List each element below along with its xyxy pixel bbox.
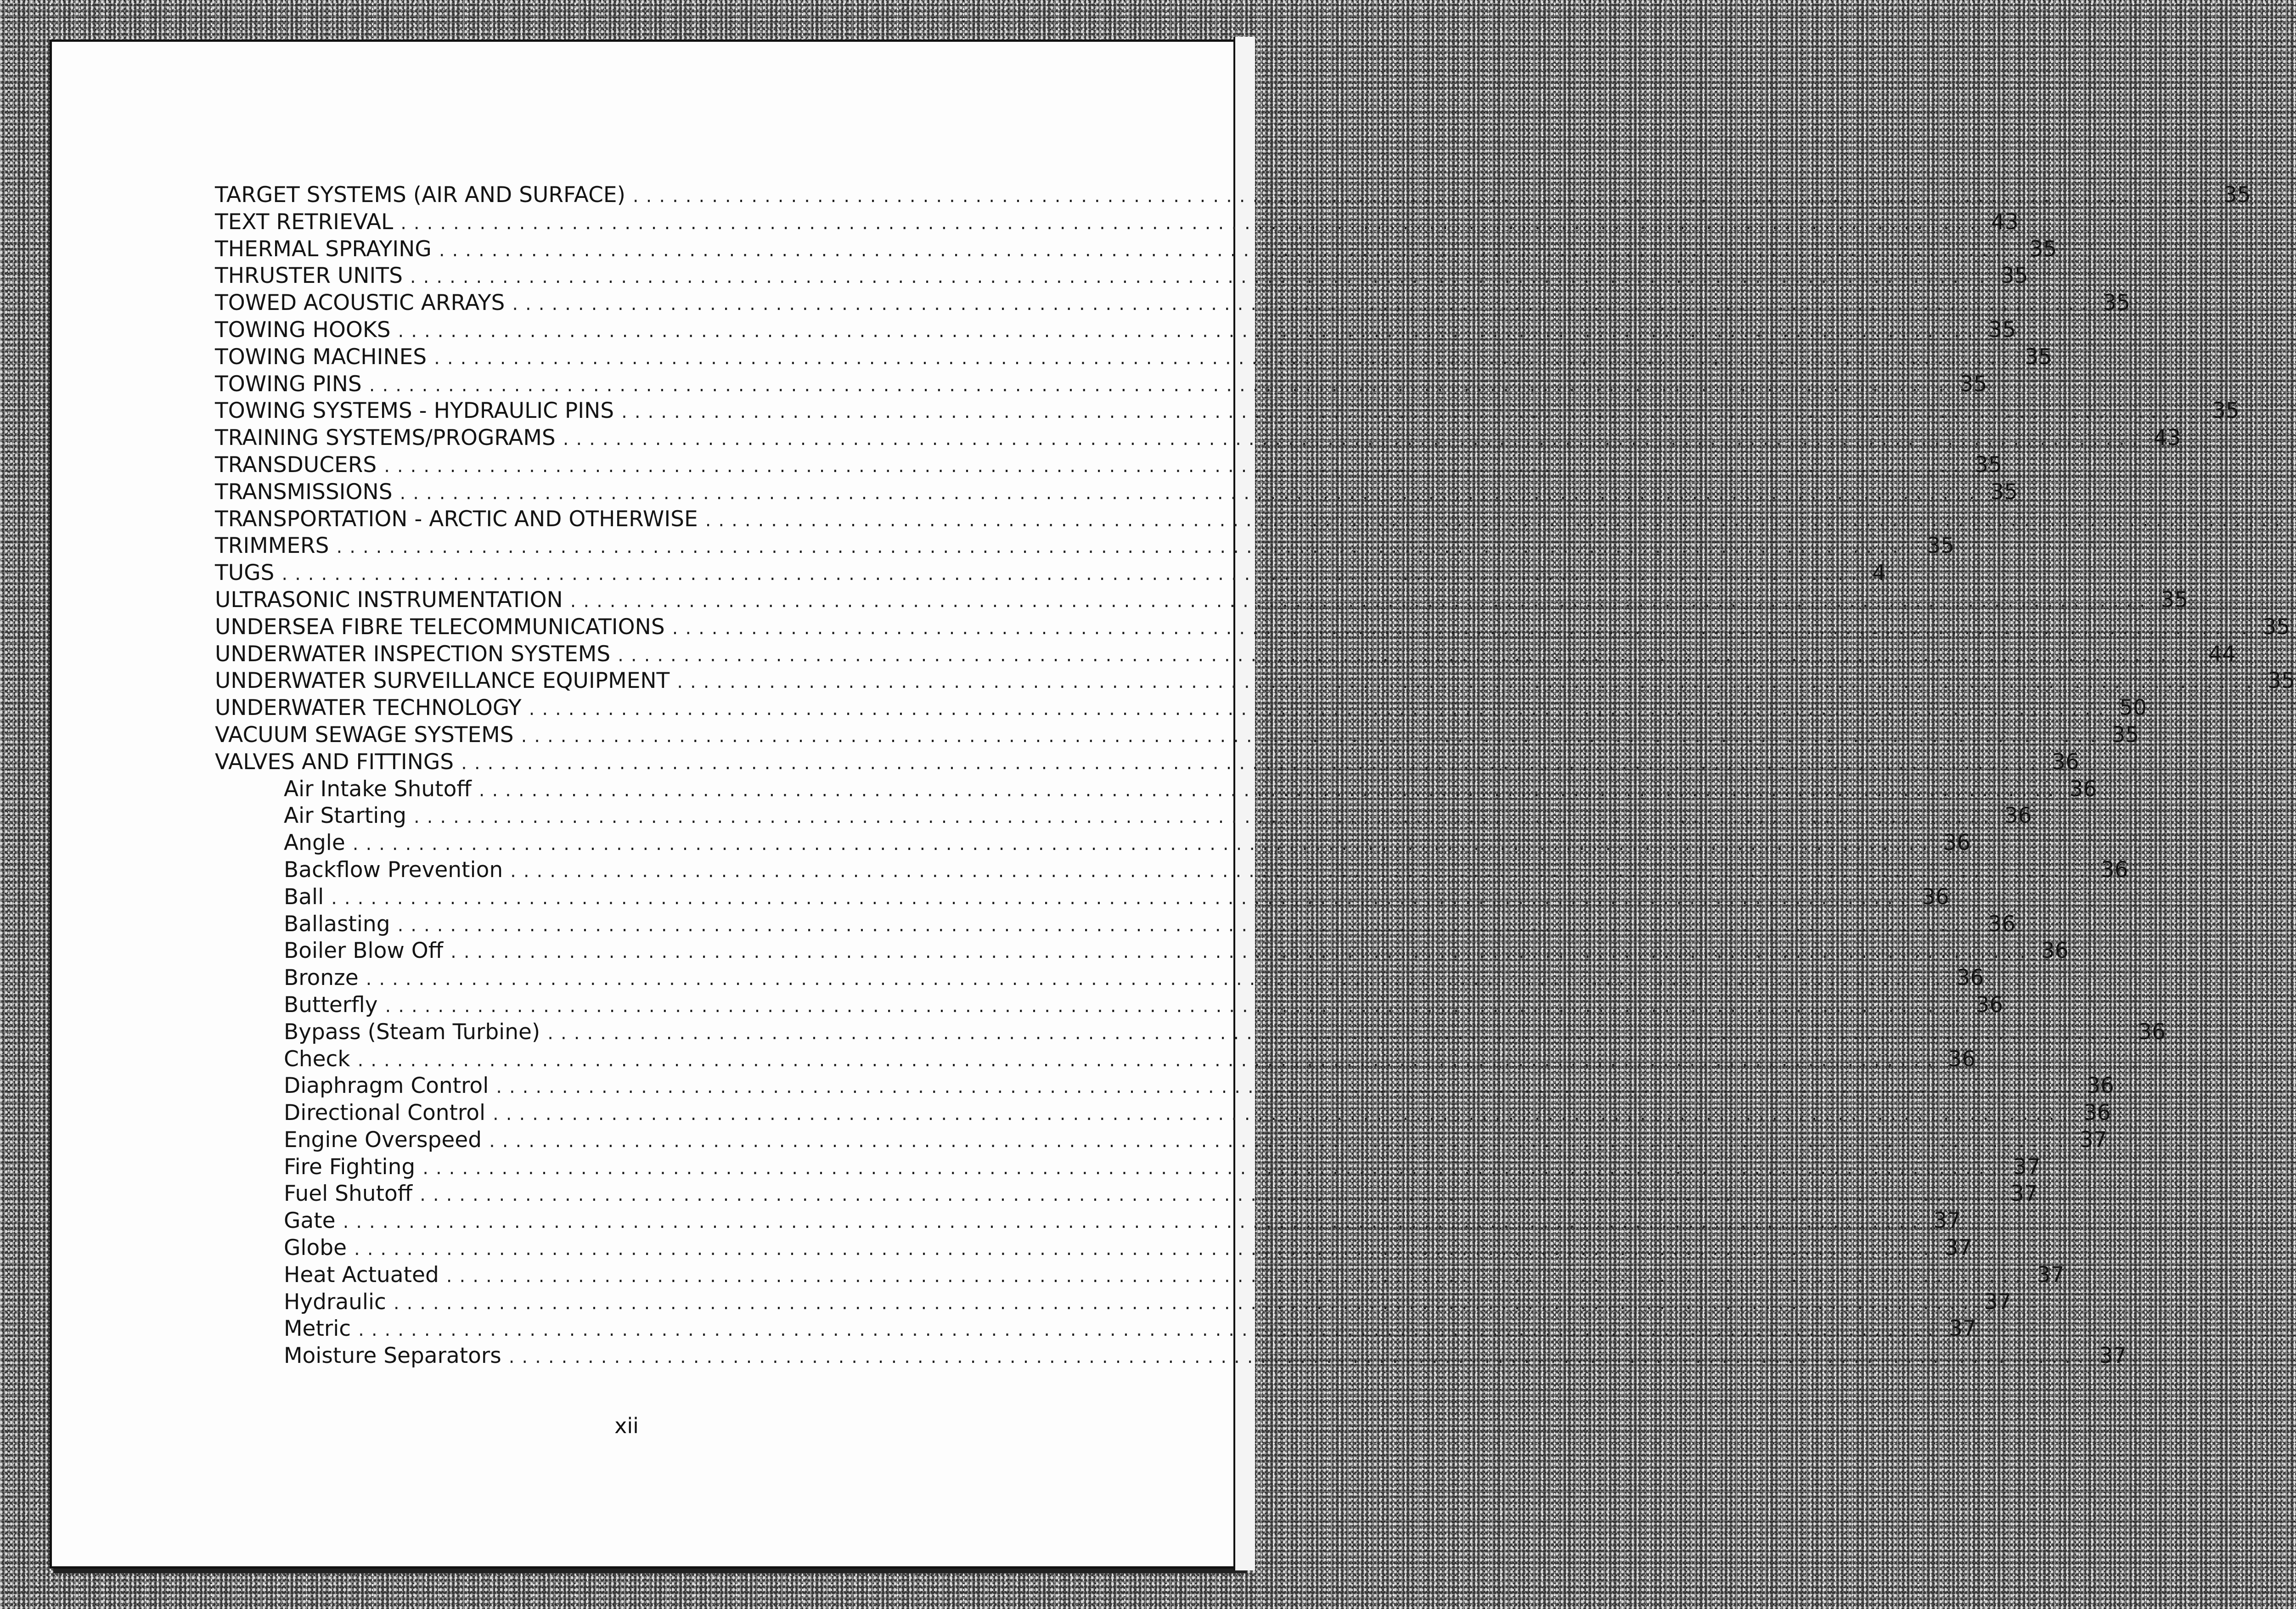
toc-entry — [215, 236, 2057, 263]
toc-entry — [215, 587, 2189, 614]
toc-entry-label: Engine Overspeed — [284, 1127, 482, 1153]
toc-entry-label: UNDERWATER INSPECTION SYSTEMS — [215, 641, 611, 667]
dot-leader: ........................................................................................................................ — [446, 1265, 2029, 1287]
toc-entry — [215, 641, 2236, 668]
toc-entry-label: TRAINING SYSTEMS/PROGRAMS — [215, 425, 556, 451]
toc-entry-label: TARGET SYSTEMS (AIR AND SURFACE) — [215, 182, 625, 208]
toc-entry-label: Globe — [284, 1235, 347, 1261]
toc-entry-label: Boiler Blow Off — [284, 938, 444, 964]
dot-leader: ........................................................................................................................ — [422, 1157, 2005, 1179]
toc-entry — [215, 614, 2290, 641]
toc-subentry — [215, 1343, 2127, 1370]
toc-entry-label: TRIMMERS — [215, 533, 329, 559]
toc-entry-page: 37 — [2013, 1154, 2041, 1180]
toc-entry-page: 35 — [2262, 614, 2290, 640]
dot-leader: ........................................................................................................................ — [450, 941, 2033, 963]
toc-subentry — [215, 1289, 2012, 1316]
dot-leader: ........................................................................................................................ — [420, 1184, 2002, 1206]
toc-entry-page: 37 — [2037, 1262, 2065, 1288]
toc-subentry — [215, 1100, 2111, 1127]
toc-entry-page: 35 — [1927, 533, 1955, 559]
toc-entry-page: 36 — [2041, 938, 2069, 964]
toc-entry — [215, 263, 2028, 290]
toc-entry-label: VALVES AND FITTINGS — [215, 749, 454, 775]
dot-leader: ........................................................................................................................ — [343, 1211, 1925, 1233]
toc-entry-page: 36 — [1921, 884, 1949, 910]
toc-entry-label: Angle — [284, 830, 345, 856]
toc-subentry — [215, 803, 2032, 830]
toc-entry-label: TOWING PINS — [215, 371, 362, 397]
dot-leader: ........................................................................................................................ — [496, 1076, 2079, 1098]
dot-leader: ........................................................................................................................ — [621, 401, 2204, 423]
dot-leader: ........................................................................................................................ — [413, 806, 1996, 828]
toc-entry — [215, 479, 2018, 506]
dot-leader: ........................................................................................................................ — [398, 320, 1981, 342]
dot-leader: ........................................................................................................................ — [369, 374, 1952, 396]
toc-entry-page: 50 — [2119, 695, 2147, 721]
toc-subentry — [215, 1046, 1976, 1073]
toc-entry-page: 37 — [1944, 1235, 1972, 1261]
dot-leader: ........................................................................................................................ — [281, 563, 1864, 585]
toc-entry-label: Butterfly — [284, 992, 378, 1018]
toc-entry-label: TRANSMISSIONS — [215, 479, 393, 505]
toc-entry-page: 35 — [2024, 344, 2052, 370]
dot-leader: ........................................................................................................................ — [439, 239, 2021, 261]
toc-entry-label: Heat Actuated — [284, 1262, 439, 1288]
table-of-contents — [215, 182, 2295, 1370]
dot-leader: ........................................................................................................................ — [352, 833, 1935, 855]
dot-leader: ........................................................................................................................ — [489, 1130, 2071, 1152]
toc-entry-page: 37 — [1948, 1316, 1976, 1342]
toc-entry-label: Bypass (Steam Turbine) — [284, 1019, 540, 1045]
toc-entry-label: Air Starting — [284, 803, 406, 829]
dot-leader: ........................................................................................................................ — [336, 536, 1919, 558]
toc-entry-label: Air Intake Shutoff — [284, 776, 472, 802]
toc-entry-label: Ball — [284, 884, 324, 910]
toc-entry-label: TEXT RETRIEVAL — [215, 209, 394, 235]
dot-leader: ........................................................................................................................ — [410, 266, 1992, 288]
toc-subentry — [215, 1235, 1972, 1262]
toc-entry-page: 36 — [2004, 803, 2032, 829]
toc-subentry — [215, 911, 2016, 938]
dot-leader: ........................................................................................................................ — [357, 1049, 1940, 1071]
dot-leader: ........................................................................................................................ — [570, 590, 2153, 612]
toc-entry — [215, 290, 2130, 317]
toc-entry — [215, 506, 2288, 533]
toc-entry-label: Bronze — [284, 965, 359, 991]
page-number: xii — [614, 1413, 639, 1438]
toc-entry — [215, 317, 2016, 344]
toc-entry-label: THRUSTER UNITS — [215, 263, 403, 289]
toc-subentry — [215, 1127, 2107, 1154]
dot-leader: ........................................................................................................................ — [508, 1346, 2091, 1368]
toc-entry-page: 35 — [1959, 371, 1987, 397]
toc-entry-page: 35 — [2268, 668, 2295, 694]
toc-entry-label: VACUUM SEWAGE SYSTEMS — [215, 722, 514, 748]
dot-leader: ........................................................................................................................ — [510, 860, 2093, 882]
toc-entry — [215, 344, 2052, 371]
dot-leader: ........................................................................................................................ — [393, 1292, 1976, 1314]
toc-entry-page: 35 — [2212, 398, 2240, 424]
toc-entry — [215, 560, 1886, 587]
toc-entry-label: TOWED ACOUSTIC ARRAYS — [215, 290, 505, 316]
toc-subentry — [215, 830, 1971, 857]
toc-entry — [215, 398, 2240, 425]
toc-entry — [215, 695, 2147, 722]
toc-subentry — [215, 857, 2128, 884]
dot-leader: ........................................................................................................................ — [672, 617, 2255, 639]
toc-entry-page: 4 — [1872, 560, 1886, 586]
toc-entry-page: 35 — [2111, 722, 2139, 748]
toc-entry-label: TRANSPORTATION - ARCTIC AND OTHERWISE — [215, 506, 698, 532]
dot-leader: ........................................................................................................................ — [618, 644, 2200, 666]
toc-subentry — [215, 1262, 2065, 1289]
toc-entry-label: THERMAL SPRAYING — [215, 236, 432, 262]
toc-entry-label: UNDERSEA FIBRE TELECOMMUNICATIONS — [215, 614, 665, 640]
toc-entry-label: ULTRASONIC INSTRUMENTATION — [215, 587, 563, 613]
toc-entry-page: 37 — [2099, 1343, 2127, 1369]
toc-entry-label: Moisture Separators — [284, 1343, 501, 1369]
toc-entry-page: 37 — [1933, 1208, 1961, 1234]
toc-entry-page: 36 — [2083, 1100, 2111, 1126]
dot-leader: ........................................................................................................................ — [461, 752, 2043, 774]
toc-subentry — [215, 1208, 1961, 1235]
toc-entry-label: Diaphragm Control — [284, 1073, 489, 1099]
toc-subentry — [215, 1154, 2041, 1181]
dot-leader: ........................................................................................................................ — [366, 968, 1948, 990]
toc-entry-label: Ballasting — [284, 911, 390, 937]
toc-entry-label: TRANSDUCERS — [215, 452, 377, 478]
toc-entry-page: 35 — [2223, 182, 2251, 208]
toc-entry-page: 36 — [2087, 1073, 2114, 1099]
toc-entry — [215, 722, 2139, 749]
toc-entry-page: 37 — [2079, 1127, 2107, 1153]
toc-entry-label: Metric — [284, 1316, 351, 1342]
toc-entry-page: 36 — [1956, 965, 1984, 991]
toc-entry-page: 36 — [1988, 911, 2016, 937]
dot-leader: ........................................................................................................................ — [563, 428, 2145, 450]
toc-subentry — [215, 1019, 2166, 1046]
dot-leader: ........................................................................................................................ — [493, 1103, 2075, 1125]
dot-leader: ........................................................................................................................ — [478, 779, 2061, 801]
toc-entry-label: Hydraulic — [284, 1289, 386, 1315]
toc-subentry — [215, 1073, 2114, 1100]
toc-entry-page: 35 — [2000, 263, 2028, 289]
dot-leader: ........................................................................................................................ — [705, 509, 2288, 531]
toc-entry-label: TOWING MACHINES — [215, 344, 427, 370]
toc-entry-page: 35 — [2029, 236, 2057, 262]
toc-entry-label: Check — [284, 1046, 350, 1072]
toc-subentry — [215, 776, 2097, 803]
toc-entry — [215, 668, 2295, 695]
toc-entry-page: 37 — [1984, 1289, 2012, 1315]
toc-entry-label: TOWING SYSTEMS - HYDRAULIC PINS — [215, 398, 614, 424]
toc-subentry — [215, 938, 2069, 965]
dot-leader: ........................................................................................................................ — [331, 887, 1913, 909]
toc-entry-page: 43 — [1991, 209, 2019, 235]
toc-entry — [215, 209, 2019, 236]
toc-entry-page: 35 — [1990, 479, 2018, 505]
toc-entry-page: 44 — [2208, 641, 2236, 667]
toc-subentry — [215, 1316, 1976, 1343]
toc-entry-label: UNDERWATER SURVEILLANCE EQUIPMENT — [215, 668, 670, 694]
dot-leader: ........................................................................................................................ — [397, 914, 1980, 936]
toc-entry-page: 43 — [2153, 425, 2181, 451]
toc-entry-page: 36 — [2069, 776, 2097, 802]
dot-leader: ........................................................................................................................ — [385, 995, 1968, 1017]
toc-entry — [215, 749, 2079, 776]
toc-subentry — [215, 965, 1984, 992]
toc-entry — [215, 533, 1955, 560]
toc-subentry — [215, 992, 2003, 1019]
toc-entry-label: TOWING HOOKS — [215, 317, 391, 343]
toc-entry-page: 36 — [2051, 749, 2079, 775]
toc-subentry — [215, 884, 1949, 911]
dot-leader: ........................................................................................................................ — [547, 1022, 2130, 1044]
dot-leader: ........................................................................................................................ — [358, 1319, 1941, 1341]
toc-entry-page: 37 — [2010, 1181, 2038, 1207]
toc-entry-label: Fire Fighting — [284, 1154, 416, 1180]
toc-entry-page: 36 — [1975, 992, 2003, 1018]
toc-entry-label: Fuel Shutoff — [284, 1181, 413, 1207]
dot-leader: ........................................................................................................................ — [529, 698, 2111, 720]
toc-entry — [215, 425, 2181, 452]
toc-entry-page: 36 — [2100, 857, 2128, 883]
toc-entry — [215, 371, 1987, 398]
dot-leader: ........................................................................................................................ — [521, 725, 2104, 747]
dot-leader: ........................................................................................................................ — [400, 482, 1982, 504]
toc-entry — [215, 452, 2002, 479]
toc-entry-page: 36 — [2138, 1019, 2166, 1045]
toc-entry-label: TUGS — [215, 560, 275, 586]
toc-entry-page: 35 — [2161, 587, 2189, 613]
toc-entry-page: 35 — [1974, 452, 2002, 478]
toc-entry-page: 35 — [1988, 317, 2016, 343]
toc-subentry — [215, 1181, 2038, 1208]
dot-leader: ........................................................................................................................ — [434, 347, 2016, 369]
toc-entry-page: 36 — [1943, 830, 1971, 856]
toc-entry-label: Gate — [284, 1208, 336, 1234]
toc-entry-label: Directional Control — [284, 1100, 486, 1126]
toc-entry — [215, 182, 2251, 209]
dot-leader: ........................................................................................................................ — [632, 186, 2215, 207]
toc-entry-label: UNDERWATER TECHNOLOGY — [215, 695, 522, 721]
dot-leader: ........................................................................................................................ — [512, 293, 2095, 315]
dot-leader: ........................................................................................................................ — [400, 212, 1983, 234]
toc-entry-label: Backflow Prevention — [284, 857, 503, 883]
dot-leader: ........................................................................................................................ — [354, 1238, 1936, 1260]
toc-entry-page: 36 — [1948, 1046, 1976, 1072]
dot-leader: ........................................................................................................................ — [677, 671, 2260, 693]
toc-entry-page: 35 — [2103, 290, 2130, 316]
dot-leader: ........................................................................................................................ — [384, 455, 1966, 477]
